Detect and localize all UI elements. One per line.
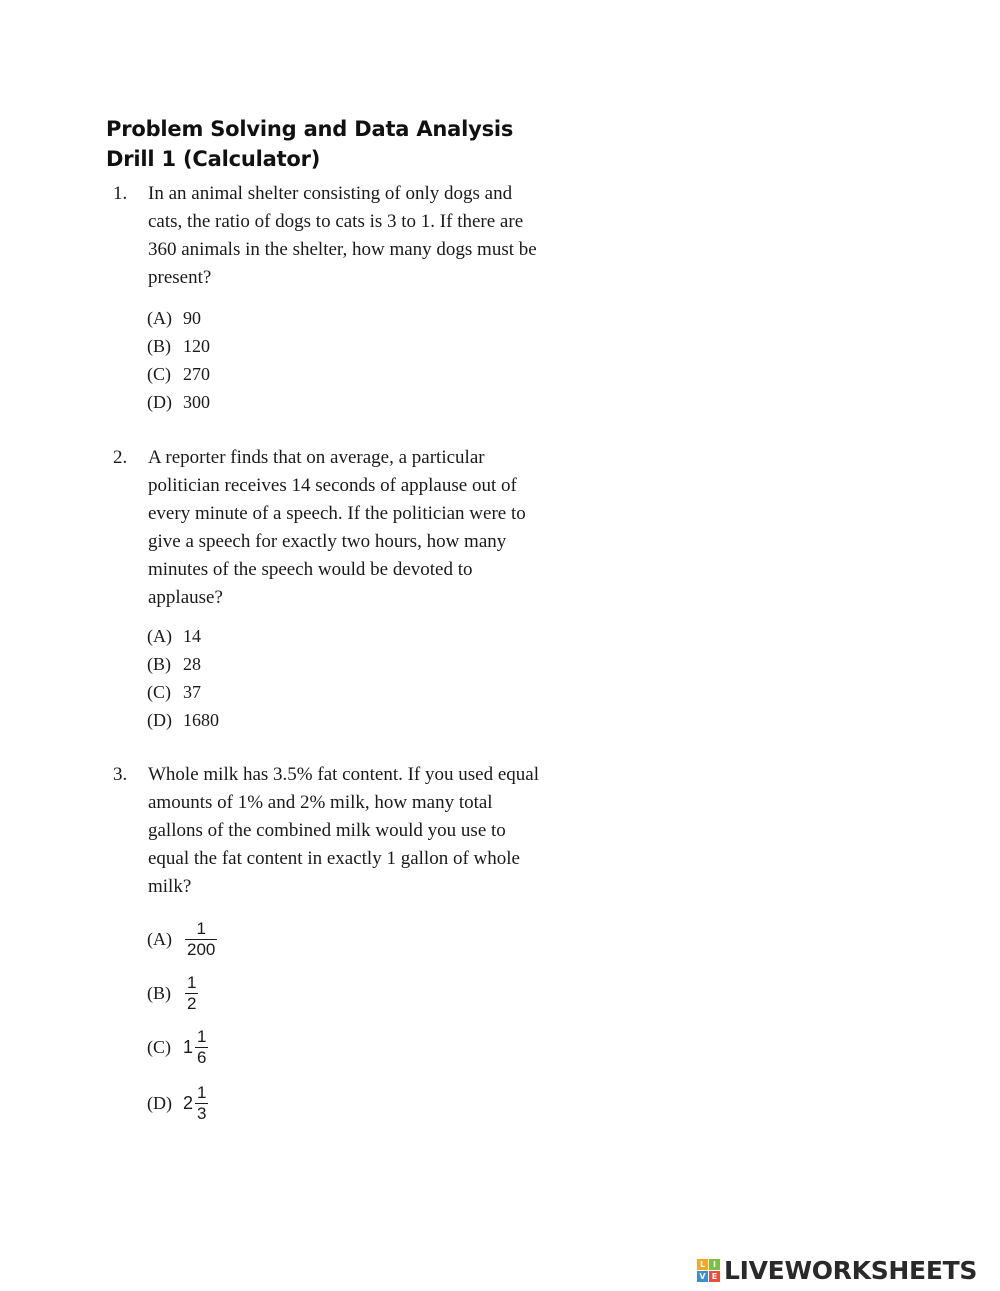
fraction-denominator: 6 (197, 1048, 207, 1067)
choice-letter: (B) (147, 654, 171, 674)
choice-3a[interactable] (147, 920, 217, 959)
fraction-denominator: 3 (197, 1104, 207, 1123)
choice-value: 120 (183, 336, 210, 356)
choice-letter: (C) (147, 682, 171, 702)
choice-value: 300 (183, 392, 210, 412)
question-text: A reporter finds that on average, a particular politician receives 14 seconds of applause out of every minute of a speech. If the politician were to give a speech for exactly two hours, how many minutes of the speech would be devoted to applause? (148, 447, 526, 608)
choice-value: 14 (183, 626, 201, 646)
fraction-numerator: 1 (197, 1083, 207, 1102)
choice-letter: (A) (147, 929, 172, 949)
logo-mark-cell: V (697, 1271, 708, 1282)
title-line-2: Drill 1 (Calculator) (106, 147, 321, 171)
choice-letter: (C) (147, 364, 171, 384)
choice-1b[interactable] (147, 332, 210, 360)
choice-letter: (A) (147, 308, 172, 328)
fraction-denominator: 200 (187, 940, 216, 959)
choice-2a[interactable] (147, 622, 201, 650)
fraction-numerator: 1 (187, 973, 197, 992)
page-title (106, 114, 513, 174)
choice-1a[interactable] (147, 304, 201, 332)
choice-value: 28 (183, 654, 201, 674)
choice-letter: (B) (147, 983, 171, 1003)
choice-1c[interactable] (147, 360, 210, 388)
question-number: 1. (113, 183, 128, 204)
choice-whole-number: 2 (183, 1093, 194, 1113)
choice-value: 90 (183, 308, 201, 328)
choice-3d[interactable] (147, 1084, 208, 1123)
logo-mark-cell: I (709, 1259, 720, 1270)
question-3 (113, 761, 553, 901)
logo-mark-icon (697, 1259, 720, 1282)
choice-whole-number: 1 (183, 1037, 194, 1057)
choice-letter: (B) (147, 336, 171, 356)
choice-value: 1680 (183, 710, 219, 730)
logo-mark-cell: E (709, 1271, 720, 1282)
choice-value: 270 (183, 364, 210, 384)
choice-2b[interactable] (147, 650, 201, 678)
choice-letter: (C) (147, 1037, 171, 1057)
question-1 (113, 180, 553, 292)
choice-fraction (195, 1028, 208, 1067)
fraction-denominator: 2 (187, 994, 197, 1013)
choice-1d[interactable] (147, 388, 210, 416)
question-text: Whole milk has 3.5% fat content. If you used equal amounts of 1% and 2% milk, how many total gallons of the combined milk would you use to equal the fat content in exactly 1 gallon of whole milk? (148, 764, 539, 897)
choice-letter: (D) (147, 710, 172, 730)
choice-2c[interactable] (147, 678, 201, 706)
question-number: 3. (113, 764, 128, 785)
question-text: In an animal shelter consisting of only dogs and cats, the ratio of dogs to cats is 3 to 1. If there are 360 animals in the shelter, how many dogs must be present? (148, 183, 537, 288)
choice-fraction (185, 920, 217, 959)
logo-text: LIVEWORKSHEETS (724, 1256, 978, 1285)
choice-letter: (D) (147, 392, 172, 412)
choice-2d[interactable] (147, 706, 219, 734)
choice-value: 37 (183, 682, 201, 702)
choice-3b[interactable] (147, 974, 198, 1013)
logo-mark-cell: L (697, 1259, 708, 1270)
choice-3c[interactable] (147, 1028, 208, 1067)
liveworksheets-logo (697, 1256, 977, 1285)
fraction-numerator: 1 (197, 1027, 207, 1046)
choice-letter: (D) (147, 1093, 172, 1113)
question-number: 2. (113, 447, 128, 468)
question-2 (113, 444, 553, 612)
title-line-1: Problem Solving and Data Analysis (106, 117, 514, 141)
choice-fraction (185, 974, 198, 1013)
choice-letter: (A) (147, 626, 172, 646)
choice-fraction (195, 1084, 208, 1123)
fraction-numerator: 1 (196, 919, 206, 938)
